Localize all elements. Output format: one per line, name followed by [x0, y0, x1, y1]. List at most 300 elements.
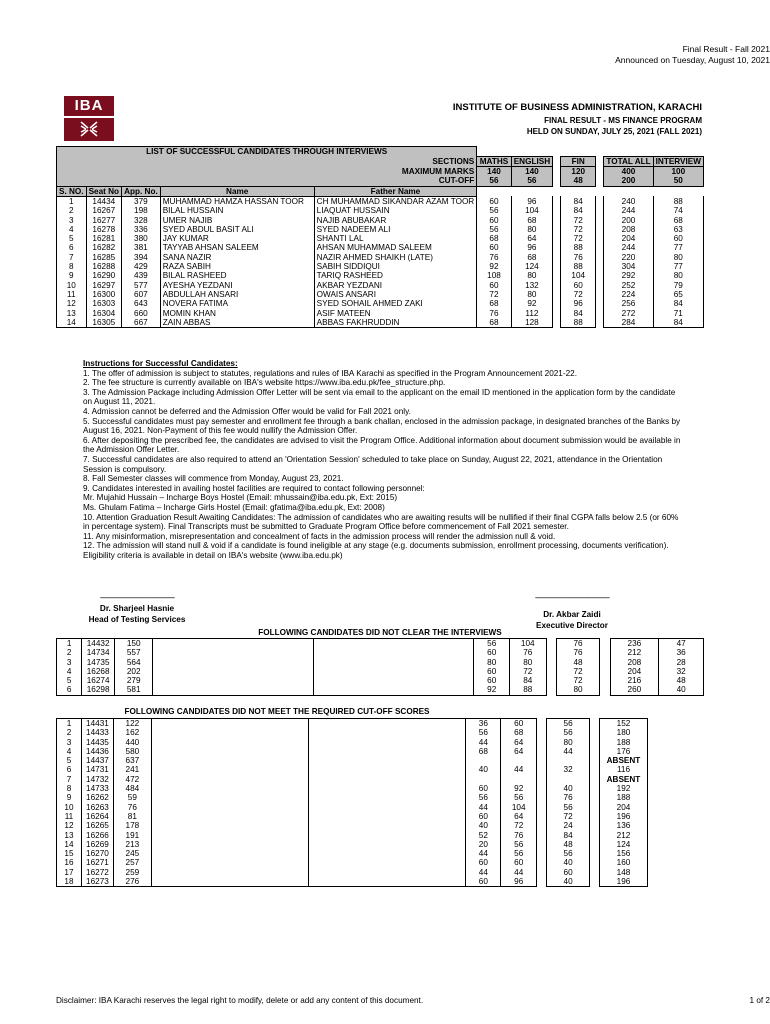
cell-blank [153, 685, 313, 695]
table-row [57, 676, 704, 685]
cell-maths: 60 [477, 243, 511, 252]
instruction-line: 12. The admission will stand null & void if a candidate is found ineligible at any stage (e.g. documents submission, enrollment processing, documents verification). [83, 541, 669, 551]
cell-total: 244 [604, 206, 653, 215]
cell-english: 64 [501, 747, 537, 756]
cell-app: 581 [114, 685, 153, 695]
spacer [596, 243, 604, 252]
cell-interview: 74 [653, 206, 703, 215]
cell-sno: 6 [57, 243, 87, 252]
cell-interview: 60 [653, 234, 703, 243]
instructions-title: Instructions for Successful Candidates: [83, 359, 238, 368]
spacer [546, 639, 556, 649]
cell-fin: 72 [556, 676, 600, 685]
cell-total: 116 [599, 765, 647, 774]
instruction-line: in percentage system). Final Transcripts must be submitted to Graduate Program Office before commencement of Fall 2021 semester. [83, 522, 569, 532]
cell-app: 429 [122, 262, 161, 271]
spacer [590, 849, 600, 858]
cell-blank [151, 784, 308, 793]
cell-interview: 79 [653, 281, 703, 290]
table-row [57, 738, 648, 747]
spacer [596, 196, 604, 206]
instruction-line: 10. Attention Graduation Result Awaiting Candidates: The admission of candidates who are awaiting results will be nullified if their final CGPA falls below 2.5 (or 60% [83, 512, 679, 522]
instruction-line: Ms. Ghulam Fatima – Incharge Girls Hostel (Email: gfatima@iba.edu.pk, Ext: 2008) [83, 502, 385, 512]
cell-fin: 56 [547, 803, 590, 812]
cell-fin: 104 [561, 271, 596, 280]
cell-blank [151, 868, 308, 877]
cell-total: 216 [610, 676, 659, 685]
cell-maths: 60 [466, 812, 501, 821]
table-row [57, 290, 704, 299]
cell-english: 56 [501, 840, 537, 849]
cell-app: 328 [122, 216, 161, 225]
cell-english: 92 [501, 784, 537, 793]
cell-sno: 3 [57, 658, 82, 667]
cell-app: 564 [114, 658, 153, 667]
cutoff-label: CUT-OFF [57, 176, 477, 186]
cell-seat: 16303 [86, 299, 121, 308]
cell-sno: 1 [57, 196, 87, 206]
cell-maths: 44 [466, 738, 501, 747]
cell-total: 136 [599, 821, 647, 830]
section-fin: FIN [561, 156, 596, 166]
cell-maths: 60 [466, 858, 501, 867]
cell-sno: 14 [57, 840, 82, 849]
cell-english: 80 [511, 290, 552, 299]
table-row [57, 793, 648, 802]
cell-total: 204 [604, 234, 653, 243]
cell-total: 156 [599, 849, 647, 858]
cell-fin: 76 [561, 253, 596, 262]
table-row [57, 658, 704, 667]
cell-name: SANA NAZIR [160, 253, 314, 262]
cell-father: SHANTI LAL [314, 234, 477, 243]
cell-maths: 44 [466, 868, 501, 877]
held-date: HELD ON SUNDAY, JULY 25, 2021 (FALL 2021) [526, 127, 702, 136]
spacer [537, 738, 547, 747]
table-row [57, 877, 648, 887]
cell-seat: 14732 [81, 775, 113, 784]
cell-blank [151, 840, 308, 849]
cell-maths: 36 [466, 719, 501, 729]
cell-total: 188 [599, 738, 647, 747]
cell-total: 176 [599, 747, 647, 756]
spacer [590, 877, 600, 887]
cell-fin: 80 [556, 685, 600, 695]
announcement-block [370, 44, 770, 66]
cell-name: NOVERA FATIMA [160, 299, 314, 308]
spacer [590, 719, 600, 729]
cell-total: 196 [599, 812, 647, 821]
spacer [546, 685, 556, 695]
cell-sno: 5 [57, 756, 82, 765]
cell-fin: 40 [547, 858, 590, 867]
table-row [57, 821, 648, 830]
cell-english: 68 [511, 253, 552, 262]
signature-left [82, 592, 192, 625]
cell-app: 279 [114, 676, 153, 685]
cell-blank [153, 667, 313, 676]
spacer [537, 812, 547, 821]
cell-total: 208 [604, 225, 653, 234]
cell-interview: 48 [659, 676, 704, 685]
cell-maths: 80 [474, 658, 510, 667]
cell-app: 667 [122, 318, 161, 328]
spacer [553, 253, 561, 262]
cell-app: 472 [113, 775, 151, 784]
cell-blank [313, 648, 473, 657]
cell-app: 580 [113, 747, 151, 756]
max-fin: 120 [561, 167, 596, 177]
spacer [546, 648, 556, 657]
cell-total: 236 [610, 639, 659, 649]
cell-interview: 68 [653, 216, 703, 225]
spacer [596, 309, 604, 318]
cell-maths: 20 [466, 840, 501, 849]
cell-fin: 40 [547, 784, 590, 793]
spacer [590, 793, 600, 802]
successful-candidates-table [56, 146, 704, 328]
cell-blank [153, 648, 313, 657]
cell-english: 60 [501, 719, 537, 729]
spacer [590, 765, 600, 774]
cell-blank [309, 747, 466, 756]
table-row [57, 765, 648, 774]
logo-emblem-icon [79, 120, 99, 138]
spacer [596, 262, 604, 271]
max-maths: 140 [477, 167, 511, 177]
spacer [600, 667, 610, 676]
cell-english: 68 [511, 216, 552, 225]
cell-maths [466, 775, 501, 784]
cell-blank [153, 639, 313, 649]
spacer [600, 676, 610, 685]
spacer [600, 648, 610, 657]
spacer [537, 868, 547, 877]
cell-seat: 16272 [81, 868, 113, 877]
cell-interview: 65 [653, 290, 703, 299]
cell-fin: 32 [547, 765, 590, 774]
spacer [596, 318, 604, 328]
cell-seat: 16262 [81, 793, 113, 802]
cell-interview: 88 [653, 196, 703, 206]
cutoff-maths: 56 [477, 176, 511, 186]
cell-seat: 14431 [81, 719, 113, 729]
cell-maths: 76 [477, 309, 511, 318]
cell-maths: 92 [474, 685, 510, 695]
cell-maths: 56 [477, 206, 511, 215]
spacer [553, 206, 561, 215]
instruction-line: 2. The fee structure is currently available on IBA's website https://www.iba.edu.pk/fee_structure.php. [83, 378, 446, 388]
cell-fin: 72 [556, 667, 600, 676]
cell-english: 72 [509, 667, 546, 676]
cell-blank [151, 747, 308, 756]
cell-fin: 76 [556, 648, 600, 657]
cell-seat: 16270 [81, 849, 113, 858]
signature-right-name: Dr. Akbar Zaidi [543, 610, 601, 619]
cell-sno: 17 [57, 868, 82, 877]
spacer [596, 281, 604, 290]
cell-maths: 40 [466, 765, 501, 774]
cell-sno: 10 [57, 803, 82, 812]
table-row [57, 719, 648, 729]
cell-english: 76 [509, 648, 546, 657]
announcement-date: Announced on Tuesday, August 10, 2021 [615, 55, 770, 65]
cell-blank [309, 858, 466, 867]
table-row [57, 234, 704, 243]
cell-blank [151, 877, 308, 887]
col-seat: Seat No [86, 186, 121, 196]
cell-maths: 44 [466, 849, 501, 858]
cell-maths: 60 [477, 281, 511, 290]
cell-app: 637 [113, 756, 151, 765]
cell-english [501, 775, 537, 784]
spacer [596, 253, 604, 262]
cell-interview: 28 [659, 658, 704, 667]
cell-father: ABBAS FAKHRUDDIN [314, 318, 477, 328]
cell-father: LIAQUAT HUSSAIN [314, 206, 477, 215]
cell-maths: 68 [477, 318, 511, 328]
table-row [57, 685, 704, 695]
cell-blank [309, 719, 466, 729]
cell-sno: 7 [57, 775, 82, 784]
cell-father: OWAIS ANSARI [314, 290, 477, 299]
cell-app: 76 [113, 803, 151, 812]
cell-app: 81 [113, 812, 151, 821]
cell-total: 224 [604, 290, 653, 299]
spacer [590, 728, 600, 737]
spacer [546, 667, 556, 676]
table-row [57, 812, 648, 821]
cell-maths: 40 [466, 821, 501, 830]
cell-sno: 2 [57, 728, 82, 737]
table-row [57, 299, 704, 308]
instruction-line: 5. Successful candidates must pay semester and enrollment fee through a bank challan, enclosed in the admission package, in designated branches of the Banks by [83, 416, 681, 426]
cell-blank [151, 765, 308, 774]
cell-father: TARIQ RASHEED [314, 271, 477, 280]
cell-app: 178 [113, 821, 151, 830]
spacer [537, 803, 547, 812]
cell-father: CH MUHAMMAD SIKANDAR AZAM TOOR [314, 196, 477, 206]
cell-interview: 84 [653, 299, 703, 308]
cutoff-fail-table [56, 718, 648, 887]
spacer [537, 858, 547, 867]
cell-maths: 60 [474, 667, 510, 676]
cell-app: 257 [113, 858, 151, 867]
cell-blank [309, 821, 466, 830]
section-total: TOTAL ALL [604, 156, 653, 166]
cell-seat: 14437 [81, 756, 113, 765]
cell-seat: 16298 [82, 685, 115, 695]
logo-text: IBA [74, 97, 104, 114]
cell-english: 56 [501, 793, 537, 802]
spacer [537, 775, 547, 784]
cell-fin: 48 [556, 658, 600, 667]
spacer [537, 756, 547, 765]
cell-seat: 14435 [81, 738, 113, 747]
signature-line-left: ------------------------------------------- [99, 593, 175, 602]
spacer [537, 821, 547, 830]
cell-name: ZAIN ABBAS [160, 318, 314, 328]
cell-interview: 80 [653, 253, 703, 262]
cell-sno: 1 [57, 719, 82, 729]
cell-fin: 24 [547, 821, 590, 830]
section-maths: MATHS [477, 156, 511, 166]
spacer [553, 271, 561, 280]
section-interview: INTERVIEW [653, 156, 703, 166]
col-sno: S. NO. [57, 186, 87, 196]
cell-app: 202 [114, 667, 153, 676]
cell-seat: 14734 [82, 648, 115, 657]
cell-english: 76 [501, 831, 537, 840]
cell-sno: 9 [57, 271, 87, 280]
col-name: Name [160, 186, 314, 196]
cell-maths: 60 [466, 877, 501, 887]
cell-fin: 80 [547, 738, 590, 747]
cell-father: ASIF MATEEN [314, 309, 477, 318]
cell-maths: 44 [466, 803, 501, 812]
cell-total: 204 [599, 803, 647, 812]
cell-app: 245 [113, 849, 151, 858]
cell-maths: 68 [477, 234, 511, 243]
table-row [57, 271, 704, 280]
cell-blank [309, 831, 466, 840]
cell-english: 88 [509, 685, 546, 695]
col-app: App. No. [122, 186, 161, 196]
cell-sno: 4 [57, 667, 82, 676]
spacer [537, 840, 547, 849]
spacer [596, 271, 604, 280]
cell-blank [309, 812, 466, 821]
cell-fin [547, 756, 590, 765]
cell-seat: 16267 [86, 206, 121, 215]
spacer [553, 243, 561, 252]
cell-interview: 40 [659, 685, 704, 695]
spacer [590, 803, 600, 812]
cell-father: NAZIR AHMED SHAIKH (LATE) [314, 253, 477, 262]
table-row [57, 784, 648, 793]
cell-fin: 40 [547, 877, 590, 887]
spacer [600, 639, 610, 649]
cell-father: SYED SOHAIL AHMED ZAKI [314, 299, 477, 308]
table-row [57, 206, 704, 215]
cell-total: 240 [604, 196, 653, 206]
cell-total: 188 [599, 793, 647, 802]
table-row [57, 775, 648, 784]
cell-english: 44 [501, 765, 537, 774]
cutoff-english: 56 [511, 176, 552, 186]
cell-total: 260 [610, 685, 659, 695]
cell-blank [151, 738, 308, 747]
instruction-line: 1. The offer of admission is subject to statutes, regulations and rules of IBA Karachi as specified in the Program Announcement 2021-22. [83, 368, 577, 378]
cell-app: 198 [122, 206, 161, 215]
cell-total: 148 [599, 868, 647, 877]
cell-name: MOMIN KHAN [160, 309, 314, 318]
cell-blank [151, 821, 308, 830]
cell-sno: 3 [57, 216, 87, 225]
cell-sno: 9 [57, 793, 82, 802]
cell-seat: 16290 [86, 271, 121, 280]
cell-maths: 68 [477, 299, 511, 308]
cell-english: 60 [501, 858, 537, 867]
cell-fin: 56 [547, 728, 590, 737]
cell-app: 577 [122, 281, 161, 290]
cell-fin: 76 [547, 793, 590, 802]
cell-english: 124 [511, 262, 552, 271]
spacer [596, 234, 604, 243]
spacer [596, 290, 604, 299]
cell-name: SYED ABDUL BASIT ALI [160, 225, 314, 234]
cell-sno: 6 [57, 765, 82, 774]
cell-blank [151, 849, 308, 858]
cell-app: 381 [122, 243, 161, 252]
table-row [57, 868, 648, 877]
cell-father: SYED NADEEM ALI [314, 225, 477, 234]
spacer [553, 234, 561, 243]
cell-english: 96 [511, 243, 552, 252]
cell-blank [151, 858, 308, 867]
cell-blank [153, 658, 313, 667]
instructions-block [83, 359, 683, 560]
cell-english: 64 [501, 738, 537, 747]
cell-app: 394 [122, 253, 161, 262]
cell-sno: 16 [57, 858, 82, 867]
cell-blank [309, 849, 466, 858]
cell-sno: 7 [57, 253, 87, 262]
cell-seat: 16263 [81, 803, 113, 812]
spacer [596, 299, 604, 308]
cutoff-interview: 50 [653, 176, 703, 186]
cell-maths: 56 [474, 639, 510, 649]
cell-fin: 84 [561, 206, 596, 215]
cell-seat: 16297 [86, 281, 121, 290]
cell-english: 72 [501, 821, 537, 830]
cell-sno: 12 [57, 821, 82, 830]
cell-total: ABSENT [599, 756, 647, 765]
cell-english: 96 [501, 877, 537, 887]
cell-maths [466, 756, 501, 765]
cell-name: JAY KUMAR [160, 234, 314, 243]
cell-total: 252 [604, 281, 653, 290]
cell-sno: 4 [57, 225, 87, 234]
cell-seat: 16265 [81, 821, 113, 830]
cell-total: 204 [610, 667, 659, 676]
table-row [57, 243, 704, 252]
cell-blank [313, 658, 473, 667]
spacer [537, 728, 547, 737]
cell-total: 256 [604, 299, 653, 308]
cell-fin: 56 [547, 719, 590, 729]
cell-blank [313, 685, 473, 695]
instruction-line: 11. Any misinformation, misrepresentation and concealment of facts in the admission process will render the admission null & void. [83, 531, 556, 541]
cell-blank [309, 775, 466, 784]
cell-father: AHSAN MUHAMMAD SALEEM [314, 243, 477, 252]
cell-app: 643 [122, 299, 161, 308]
spacer [553, 262, 561, 271]
cell-total: 160 [599, 858, 647, 867]
table-row [57, 858, 648, 867]
cell-fin: 60 [547, 868, 590, 877]
cell-total: 272 [604, 309, 653, 318]
cell-english: 64 [511, 234, 552, 243]
spacer [553, 216, 561, 225]
page-number: 1 of 2 [749, 996, 770, 1005]
cell-fin [547, 775, 590, 784]
cell-maths: 60 [466, 784, 501, 793]
institute-name: INSTITUTE OF BUSINESS ADMINISTRATION, KARACHI [452, 102, 702, 113]
cell-blank [309, 840, 466, 849]
cell-interview: 32 [659, 667, 704, 676]
cell-maths: 108 [477, 271, 511, 280]
